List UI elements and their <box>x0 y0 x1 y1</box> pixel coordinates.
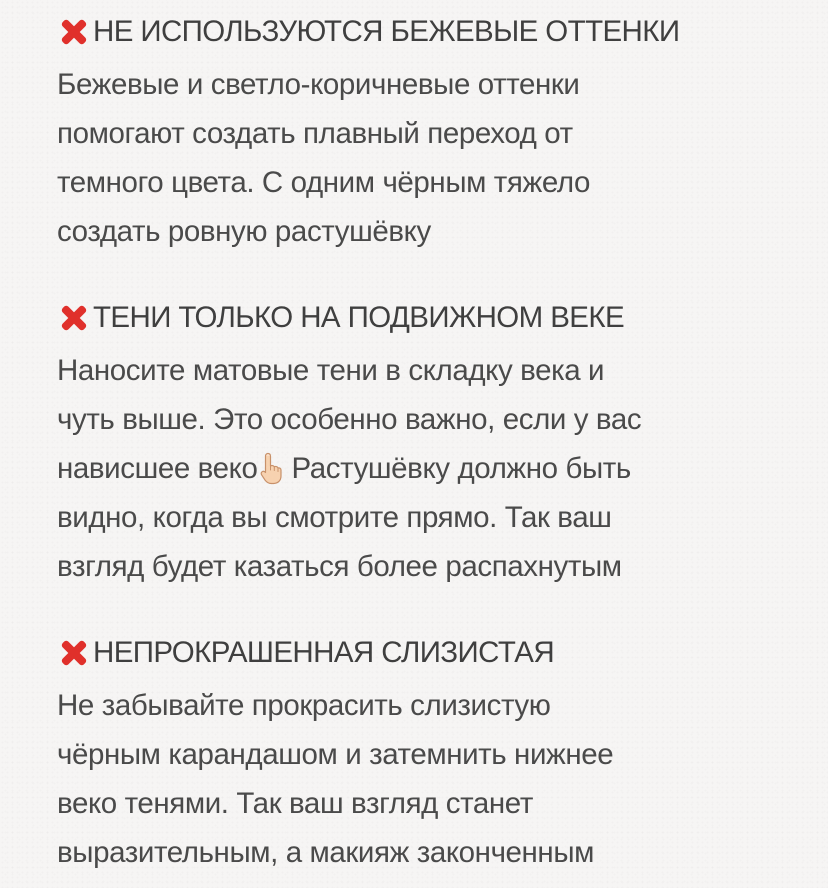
section-title: НЕ ИСПОЛЬЗУЮТСЯ БЕЖЕВЫЕ ОТТЕНКИ <box>93 15 680 48</box>
paragraph-line: создать ровную растушёвку <box>57 215 431 248</box>
section-title: ТЕНИ ТОЛЬКО НА ПОДВИЖНОМ ВЕКЕ <box>93 301 625 334</box>
section-heading <box>57 298 788 338</box>
section-beige-shades <box>57 12 788 256</box>
paragraph-line: темного цвета. С одним чёрным тяжело <box>57 166 590 199</box>
section-mobile-lid <box>57 298 788 591</box>
section-heading <box>57 12 788 52</box>
paragraph-line: чёрным карандашом и затемнить нижнее <box>57 738 614 771</box>
line-text-before-icon: нависшее веко <box>57 452 258 485</box>
paragraph-line: чуть выше. Это особенно важно, если у вас <box>57 403 642 436</box>
paragraph-line: Наносите матовые тени в складку века и <box>57 354 605 387</box>
section-title: НЕПРОКРАШЕННАЯ СЛИЗИСТАЯ <box>93 636 555 669</box>
paragraph-line: помогают создать плавный переход от <box>57 117 573 150</box>
section-waterline <box>57 633 788 877</box>
line-text-after-icon: Растушёвку должно быть <box>291 452 631 485</box>
paragraph-line <box>57 444 788 493</box>
pointing-up-hand-icon <box>259 451 283 485</box>
paragraph-line: выразительным, а макияж законченным <box>57 836 595 869</box>
cross-mark-icon <box>57 15 91 49</box>
cross-mark-icon <box>57 301 91 335</box>
paragraph-line: Не забывайте прокрасить слизистую <box>57 689 551 722</box>
section-heading <box>57 633 788 673</box>
cross-mark-icon <box>57 636 91 670</box>
paragraph-line: видно, когда вы смотрите прямо. Так ваш <box>57 501 612 534</box>
paragraph-line: Бежевые и светло-коричневые оттенки <box>57 68 580 101</box>
paragraph-line: взгляд будет казаться более распахнутым <box>57 550 622 583</box>
paragraph-line: веко тенями. Так ваш взгляд станет <box>57 787 533 820</box>
